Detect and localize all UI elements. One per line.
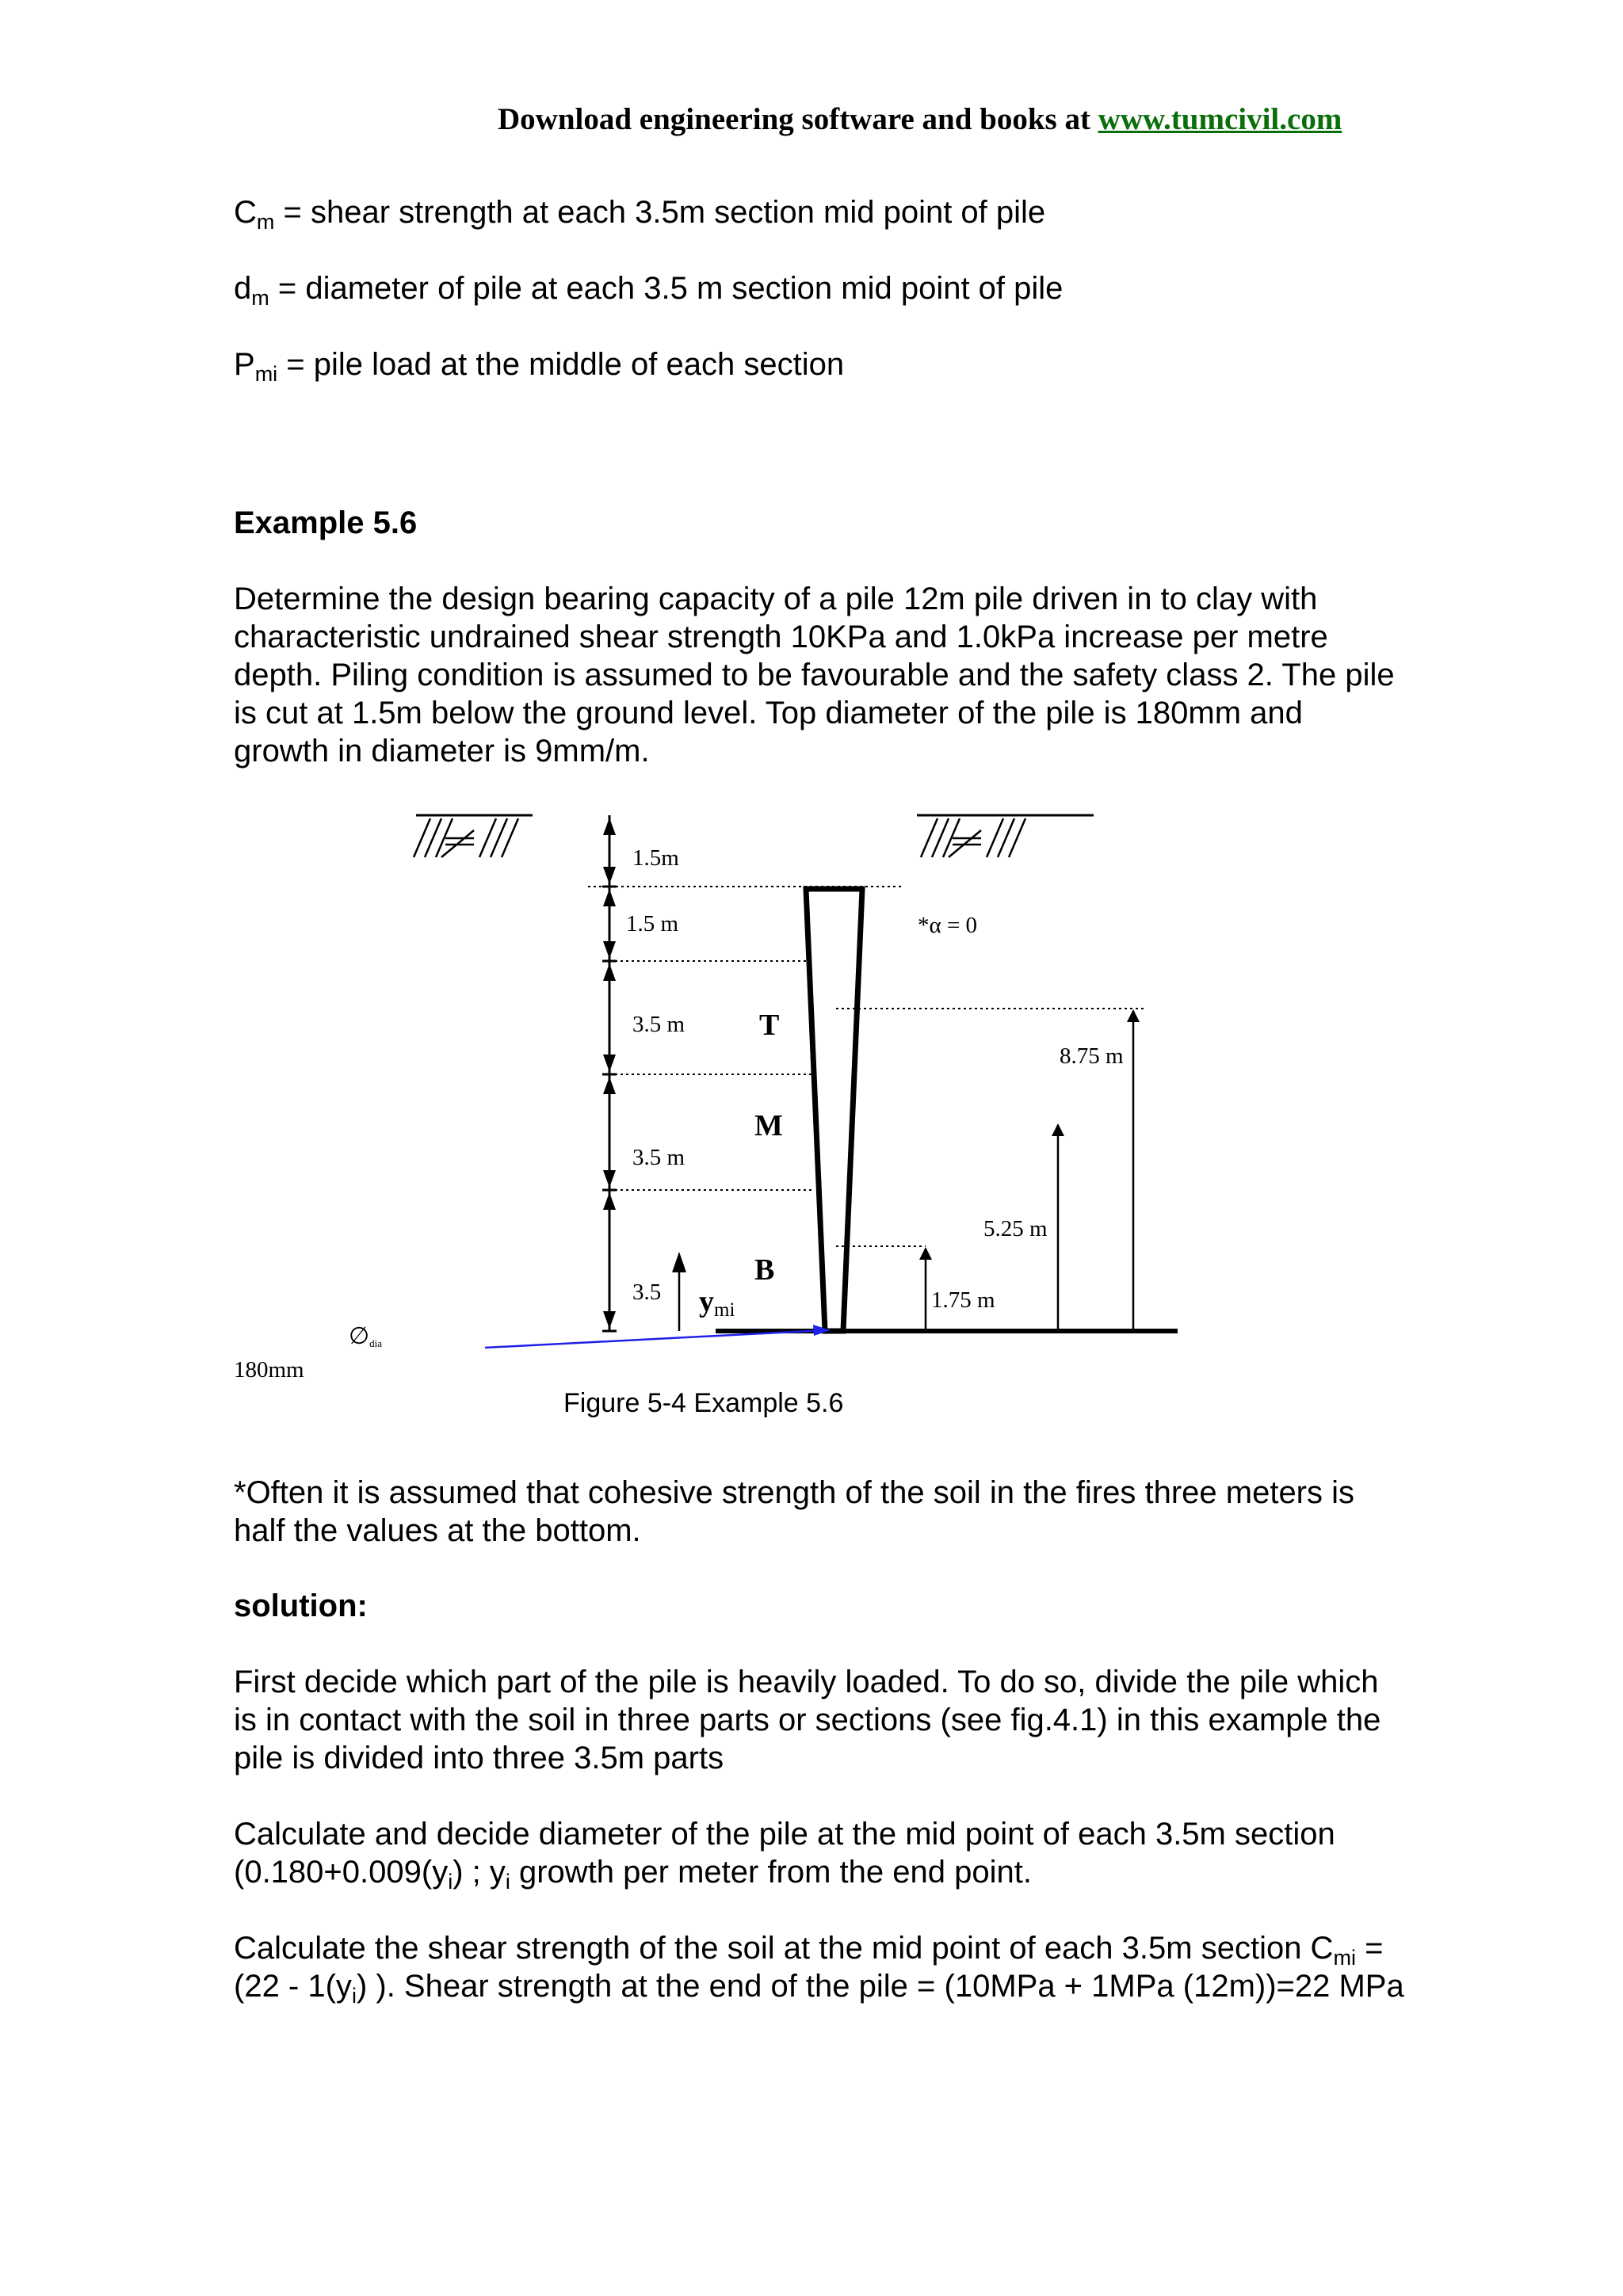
pile [806,889,862,1331]
definition-dm: $d_m$ = diameter of pile at each 3.5 m section mid point of pile [234,271,1064,310]
definition-cm: $C_m$ = shear strength at each 3.5m section mid point of pile [234,195,1046,234]
example-title: Example 5.6 [234,505,418,540]
header-text: Download engineering software and books at [498,102,1098,136]
example-statement: Determine the design bearing capacity of a pile 12m pile driven in to clay with characteristic undrained shear strength 10KPa and 1.0kPa increase per metre depth. Piling condition is assumed to be favourable and the safety class 2. The pile is cut at 1.5m below the ground level. Top diameter of the pile is 180mm and growth in diameter is 9mm/m. [234,582,1395,769]
label-alpha: *α = 0 [918,913,978,938]
soil-hatch-left [414,818,518,857]
solution-paragraph-1: First decide which part of the pile is heavily loaded. To do so, divide the pile which is in contact with the soil in three parts or sections (see fig.4.1) in this example the pile is divided into three 3.5m parts [234,1665,1381,1775]
solution-title: solution: [234,1589,368,1623]
label-depth-2: 1.5 m [626,911,679,936]
label-ymi: ymi [699,1285,735,1321]
label-height-525: 5.25 m [983,1216,1048,1241]
soil-hatch-right [921,818,1025,857]
label-depth-3: 3.5 m [632,1012,685,1037]
label-height-175: 1.75 m [931,1287,995,1313]
figure-caption: Figure 5-4 Example 5.6 [563,1388,844,1418]
solution-paragraph-2: Calculate and decide diameter of the pile at the mid point of each 3.5m section ($0.180+0.009(y_i)$ ; $y_i$ growth per meter from the end point. [234,1817,1335,1894]
label-section-m: M [754,1109,783,1142]
label-depth-4: 3.5 m [632,1145,685,1170]
label-diameter-symbol: ∅dia [349,1323,383,1349]
label-depth-5: 3.5 [632,1280,662,1305]
label-diameter-value: 180mm [234,1357,304,1383]
diameter-leader [485,1330,826,1348]
definition-pmi: $P_{mi}$ = pile load at the middle of each section [234,347,845,386]
solution-paragraph-3: Calculate the shear strength of the soil at the mid point of each 3.5m section $C_{mi} = (22 - 1(y_i)$ ). Shear strength at the end of the pile = (10MPa + 1MPa (12m))=22 MPa [234,1931,1404,2008]
arrowheads [603,818,1140,1336]
header-link[interactable]: www.tumcivil.com [1098,102,1342,136]
label-section-t: T [759,1009,780,1042]
label-height-875: 8.75 m [1060,1043,1124,1069]
label-depth-1: 1.5m [632,845,679,871]
label-section-b: B [754,1253,775,1287]
note-paragraph: *Often it is assumed that cohesive strength of the soil in the fires three meters is half the values at the bottom. [234,1475,1355,1548]
